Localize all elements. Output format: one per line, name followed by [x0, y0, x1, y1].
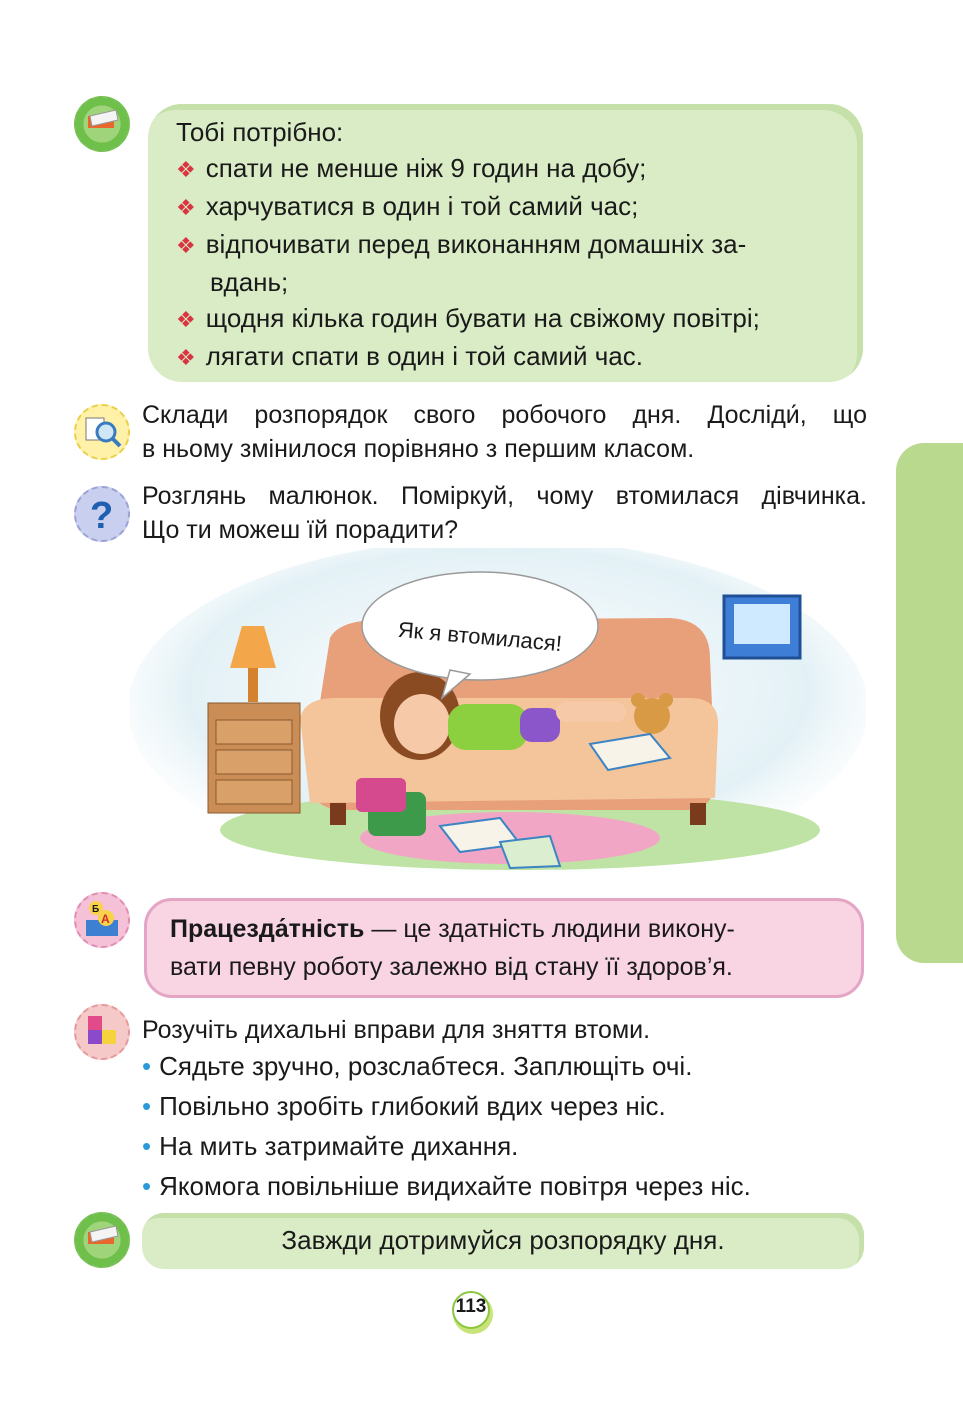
bullet-dot-icon: •	[142, 1091, 152, 1121]
bullet-icon: ❖	[176, 195, 196, 220]
closing-text: Завжди дотримуйся розпорядку дня.	[281, 1225, 725, 1255]
bullet-icon: ❖	[176, 157, 196, 182]
exercise-item: • На мить затримайте дихання.	[142, 1131, 519, 1161]
bullet-icon: ❖	[176, 307, 196, 332]
bullet-icon: ❖	[176, 233, 196, 258]
book-icon	[74, 1212, 130, 1268]
bullet-dot-icon: •	[142, 1051, 152, 1081]
definition-line-1	[170, 910, 840, 948]
alphabet-book-icon	[74, 892, 130, 948]
note-item: ❖ щодня кілька годин бувати на свіжому повітрі;	[176, 303, 760, 333]
note-item: ❖ відпочивати перед виконанням домашніх за-	[176, 229, 747, 259]
research-line-1: Склади розпорядок свого робочого дня. Досліди́, що	[142, 401, 867, 429]
note-text	[176, 114, 841, 376]
question-task	[142, 479, 867, 547]
bullet-dot-icon: •	[142, 1131, 152, 1161]
note-item-continuation: вдань;	[210, 267, 289, 297]
bullet-dot-icon: •	[142, 1171, 152, 1201]
note-item: ❖ харчуватися в один і той самий час;	[176, 191, 639, 221]
note-heading: Тобі потрібно:	[176, 117, 344, 147]
definition-text	[170, 910, 840, 986]
svg-text:Б: Б	[92, 904, 100, 915]
question-icon	[74, 486, 130, 542]
book-icon	[74, 96, 130, 152]
bullet-icon: ❖	[176, 345, 196, 370]
puzzle-icon	[74, 1004, 130, 1060]
question-line-2: Що ти можеш їй порадити?	[142, 516, 459, 544]
research-line-2: в ньому змінилося порівняно з першим класом.	[142, 435, 695, 463]
exercise-item: • Якомога повільніше видихайте повітря через ніс.	[142, 1171, 751, 1201]
definition-line-2: вати певну роботу залежно від стану її здоров’я.	[170, 953, 733, 981]
research-task	[142, 398, 867, 466]
definition-line-1-rest: — це здатність людини викону-	[371, 915, 735, 943]
svg-text:А: А	[101, 912, 110, 926]
question-line-1: Розглянь малюнок. Поміркуй, чому втомилася дівчинка.	[142, 482, 867, 510]
page-number: 113	[455, 1296, 487, 1317]
exercise-intro: Розучіть дихальні вправи для зняття втоми.	[142, 1016, 651, 1044]
speech-bubble-text: Як я втомилася!	[396, 616, 563, 657]
exercise-item: • Повільно зробіть глибокий вдих через ніс.	[142, 1091, 666, 1121]
exercise-list	[142, 1046, 751, 1206]
illustration-tired-girl	[130, 548, 866, 872]
side-tab	[896, 443, 963, 963]
note-item: ❖ спати не менше ніж 9 годин на добу;	[176, 153, 647, 183]
svg-text:?: ?	[90, 495, 114, 537]
definition-term: Працезда́тність	[170, 915, 365, 943]
exercise-item: • Сядьте зручно, розслабтеся. Заплющіть очі.	[142, 1051, 693, 1081]
note-item: ❖ лягати спати в один і той самий час.	[176, 341, 643, 371]
magnifier-icon	[74, 404, 130, 460]
